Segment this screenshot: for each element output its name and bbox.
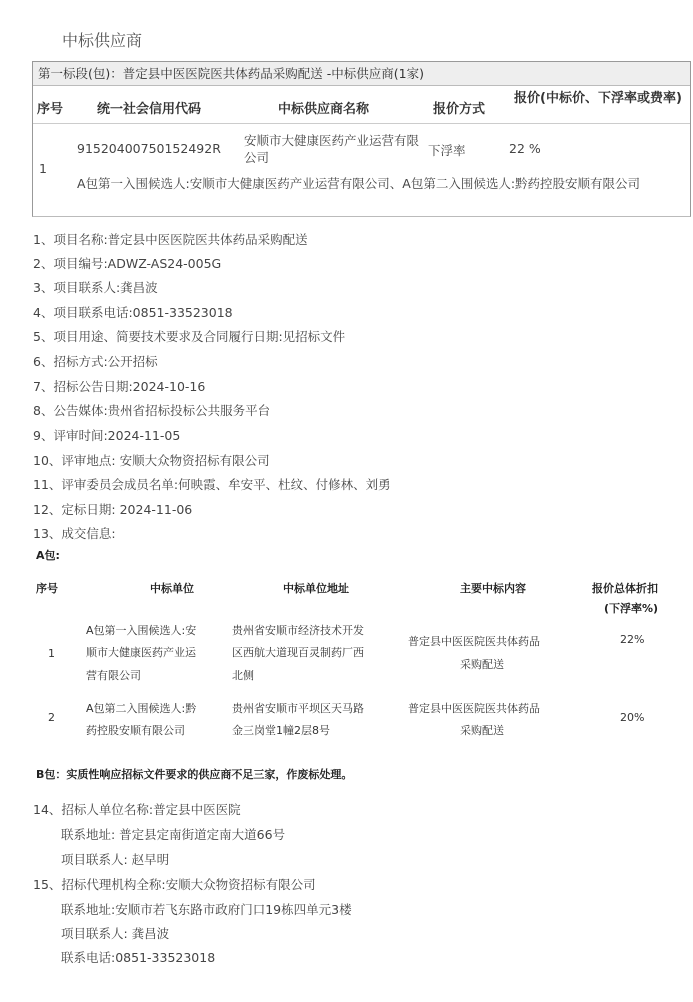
address-line: 区西航大道现百灵制药厂西 xyxy=(232,646,364,659)
item-project-purpose: 5、项目用途、简要技术要求及合同履行日期:见招标文件 xyxy=(33,329,346,344)
item-project-contact: 3、项目联系人:龚昌波 xyxy=(33,280,158,295)
col-header-price: 报价(中标价、下浮率或费率) xyxy=(514,91,682,106)
content-line: 采购配送 xyxy=(460,724,504,737)
address-line: 贵州省安顺市经济技术开发 xyxy=(232,624,364,637)
item-committee: 11、评审委员会成员名单:何映霞、牟安平、杜纹、付修林、刘勇 xyxy=(33,477,391,492)
t2-header-content: 主要中标内容 xyxy=(460,582,526,595)
content-line: 采购配送 xyxy=(460,658,504,671)
col-header-credit-code: 统一社会信用代码 xyxy=(97,102,202,117)
address-line: 金三岗堂1幢2层8号 xyxy=(232,724,330,737)
supplier-name: 安顺市大健康医药产业运营有限公司 xyxy=(244,133,420,165)
discount: 22% xyxy=(620,633,645,646)
section-title: 中标供应商 xyxy=(62,31,143,50)
winning-supplier-table xyxy=(32,61,691,217)
item-project-name: 1、项目名称:普定县中医医院医共体药品采购配送 xyxy=(33,232,308,247)
item-bid-method: 6、招标方式:公开招标 xyxy=(33,354,158,369)
address-line: 贵州省安顺市平坝区天马路 xyxy=(232,702,364,715)
purchaser-contact: 项目联系人: 赵早明 xyxy=(61,852,170,867)
price-method: 下浮率 xyxy=(428,143,466,158)
address-line: 北侧 xyxy=(232,669,254,682)
agency-name: 15、招标代理机构全称:安顺大众物资招标有限公司 xyxy=(33,877,316,892)
unit-line: 顺市大健康医药产业运 xyxy=(86,646,196,659)
t2-header-address: 中标单位地址 xyxy=(283,582,349,595)
unit-line: A包第二入围候选人:黔 xyxy=(86,702,197,715)
content-line: 普定县中医医院医共体药品 xyxy=(408,635,540,648)
content-line: 普定县中医医院医共体药品 xyxy=(408,702,540,715)
item-review-place: 10、评审地点: 安顺大众物资招标有限公司 xyxy=(33,453,270,468)
col-header-no: 序号 xyxy=(37,102,64,117)
discount: 20% xyxy=(620,711,645,724)
purchaser-name: 14、招标人单位名称:普定县中医医院 xyxy=(33,802,241,817)
package-b-note: B包：实质性响应招标文件要求的供应商不足三家，作废标处理。 xyxy=(36,768,353,781)
t2-header-no: 序号 xyxy=(36,582,58,595)
item-transaction-info: 13、成交信息: xyxy=(33,526,116,541)
t2-header-discount-sub: (下浮率%) xyxy=(604,602,659,615)
t2-header-discount: 报价总体折扣 xyxy=(592,582,658,595)
item-notice-date: 7、招标公告日期:2024-10-16 xyxy=(33,379,206,394)
lot-header: 第一标段(包)：普定县中医医院医共体药品采购配送 -中标供应商(1家) xyxy=(33,62,690,86)
unit-line: 药控股安顺有限公司 xyxy=(86,724,185,737)
row-no: 1 xyxy=(39,161,47,176)
price-value: 22 % xyxy=(509,141,541,156)
agency-contact: 项目联系人: 龚昌波 xyxy=(61,926,170,941)
item-project-number: 2、项目编号:ADWZ-AS24-005G xyxy=(33,256,222,271)
credit-code: 91520400750152492R xyxy=(77,141,221,156)
item-review-time: 9、评审时间:2024-11-05 xyxy=(33,428,181,443)
package-a-label: A包: xyxy=(36,549,60,562)
agency-phone: 联系电话:0851-33523018 xyxy=(61,950,216,965)
agency-address: 联系地址:安顺市若飞东路市政府门口19栋四单元3楼 xyxy=(61,902,352,917)
purchaser-address: 联系地址: 普定县定南街道定南大道66号 xyxy=(61,827,286,842)
col-header-price-method: 报价方式 xyxy=(433,102,486,117)
candidates-text: A包第一入围候选人:安顺市大健康医药产业运营有限公司、A包第二入围候选人:黔药控股安顺有限公司 xyxy=(77,176,641,191)
unit-line: 营有限公司 xyxy=(86,669,141,682)
row-no: 2 xyxy=(48,711,55,724)
t2-header-unit: 中标单位 xyxy=(150,582,194,595)
unit-line: A包第一入围候选人:安 xyxy=(86,624,197,637)
col-header-supplier-name: 中标供应商名称 xyxy=(278,102,370,117)
item-project-phone: 4、项目联系电话:0851-33523018 xyxy=(33,305,233,320)
item-award-date: 12、定标日期: 2024-11-06 xyxy=(33,502,193,517)
row-no: 1 xyxy=(48,647,55,660)
item-media: 8、公告媒体:贵州省招标投标公共服务平台 xyxy=(33,403,271,418)
